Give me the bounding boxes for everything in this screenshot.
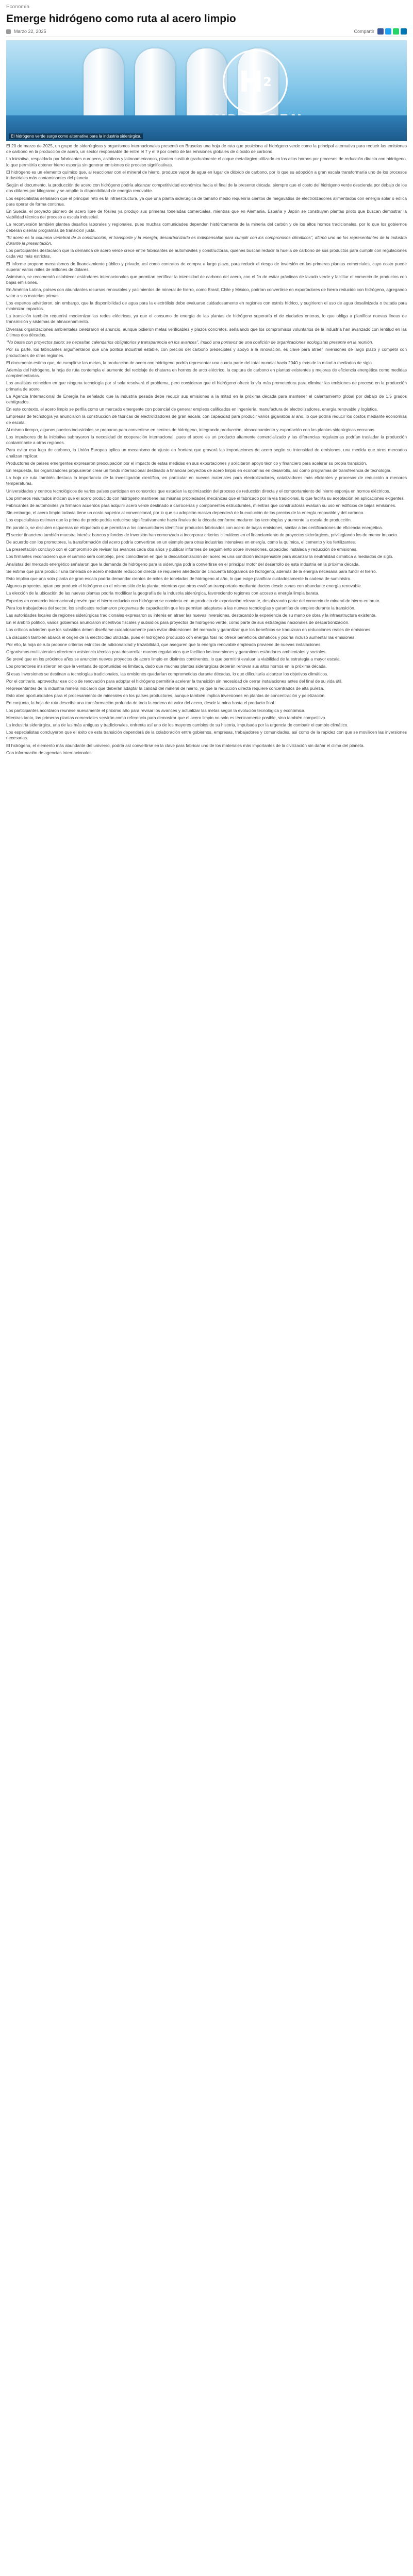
article-paragraph: En América Latina, países con abundantes recursos renovables y yacimientos de mineral de hierro, como Brasil, Chile y México, podrían convertirse en exportadores de hierro reducido con hidrógeno, agregando valor a sus materias primas.: [6, 287, 407, 298]
article-paragraph: Los participantes acordaron reunirse nuevamente el próximo año para revisar los avances y actualizar las metas según la evolución tecnológica y económica.: [6, 707, 306, 713]
h2-letter: H: [239, 65, 263, 99]
article-paragraph: Esto abre oportunidades para el procesamiento de minerales en los países productores, aunque también implica inversiones en plantas de concentración y peletización.: [6, 693, 326, 699]
article-paragraph: Fabricantes de automóviles ya firmaron acuerdos para adquirir acero verde destinado a carrocerías y componentes estructurales, mientras que constructoras evalúan su uso en edificios de bajas emisiones.: [6, 502, 397, 508]
article-paragraph: La elección de la ubicación de las nuevas plantas podría modificar la geografía de la industria siderúrgica, favoreciendo regiones con acceso a energía limpia barata.: [6, 590, 319, 596]
article-paragraph: Los especialistas concluyeron que el éxito de esta transición dependerá de la colaboración entre gobiernos, empresas, trabajadores y comunidades, así como de la rapidez con que se movilicen las inversiones necesarias.: [6, 730, 407, 741]
article-paragraph: La transición también requerirá modernizar las redes eléctricas, ya que el consumo de energía de las plantas de hidrógeno superaría el de ciudades enteras, lo que obliga a planificar nuevas líneas de transmisión y sistemas de almacenamiento.: [6, 313, 407, 325]
article-paragraph: Al mismo tiempo, algunos puertos industriales se preparan para convertirse en centros de hidrógeno, integrando producción, almacenamiento y exportación con las plantas siderúrgicas cercanas.: [6, 427, 376, 432]
article-paragraph: En el ámbito político, varios gobiernos anunciaron incentivos fiscales y subsidios para proyectos de hidrógeno verde, como parte de sus estrategias nacionales de descarbonización.: [6, 620, 350, 625]
hero-image: [6, 40, 407, 141]
article-paragraph: En paralelo, se discuten esquemas de etiquetado que permitan a los consumidores identificar productos fabricados con acero de bajas emisiones, similar a las certificaciones de eficiencia energética.: [6, 524, 383, 530]
article-paragraph: Con información de agencias internacionales.: [6, 750, 93, 755]
article-paragraph: Los participantes destacaron que la demanda de acero verde crece entre fabricantes de automóviles y constructoras, quienes buscan reducir la huella de carbono de sus productos para cumplir con regulaciones cada vez más estrictas.: [6, 248, 407, 259]
article-paragraph: Para los trabajadores del sector, los sindicatos reclamaron programas de capacitación que les permitan adaptarse a las nuevas tecnologías y garantías de empleo durante la transición.: [6, 605, 356, 611]
article-paragraph: Según el documento, la producción de acero con hidrógeno podría alcanzar competitividad económica hacia el final de la presente década, siempre que el costo del hidrógeno verde descienda por debajo de los dos dólares por kilogramo y se amplíe la disponibilidad de energía renovable.: [6, 182, 407, 194]
storage-tank: [135, 48, 175, 126]
article-paragraph: El informe propone mecanismos de financiamiento público y privado, así como contratos de compra a largo plazo, para reducir el riesgo de inversión en las primeras plantas comerciales, cuyo costo puede superar varios miles de millones de dólares.: [6, 261, 407, 272]
article-paragraph: Para evitar esa fuga de carbono, la Unión Europea aplica un mecanismo de ajuste en frontera que gravará las importaciones de acero según su intensidad de emisiones, una medida que otros mercados analizan replicar.: [6, 447, 407, 459]
share-bar: [354, 28, 407, 35]
article-paragraph: La Agencia Internacional de Energía ha señalado que la industria pesada debe reducir sus emisiones a la mitad en la próxima década para mantener el calentamiento global por debajo de 1,5 grados centígrados.: [6, 393, 407, 404]
article-paragraph: Los promotores insistieron en que la ventana de oportunidad es limitada, dado que muchas plantas siderúrgicas deberán renovar sus altos hornos en la próxima década.: [6, 664, 327, 669]
whatsapp-icon[interactable]: [393, 28, 399, 35]
article-paragraph: De acuerdo con los promotores, la transformación del acero podría convertirse en un ejemplo para otras industrias intensivas en energía, como la química, el cemento y los fertilizantes.: [6, 539, 356, 545]
twitter-icon[interactable]: [385, 28, 391, 35]
article-paragraph: Diversas organizaciones ambientales celebraron el anuncio, aunque pidieron metas verificables y plazos concretos, señalando que los compromisos voluntarios de la industria han avanzado con lentitud en las últimas dos décadas.: [6, 326, 407, 337]
article-paragraph: Asimismo, se recomendó establecer estándares internacionales que permitan certificar la intensidad de carbono del acero, con el fin de evitar prácticas de lavado verde y facilitar el comercio de productos con bajas emisiones.: [6, 274, 407, 285]
article-paragraph: Sin embargo, el acero limpio todavía tiene un costo superior al convencional, por lo que su adopción masiva dependerá de la evolución de los precios de la energía renovable y del carbono.: [6, 510, 365, 516]
article-paragraph: Empresas de tecnología ya anunciaron la construcción de fábricas de electrolizadores de gran escala, con capacidad para producir varios gigavatios al año, lo que podría reducir los costos mediante economías de escala.: [6, 414, 407, 425]
article-paragraph: Se estima que para producir una tonelada de acero mediante reducción directa se requieren alrededor de cincuenta kilogramos de hidrógeno, además de la energía necesaria para fundir el hierro.: [6, 568, 377, 574]
share-buttons: [377, 28, 407, 35]
article-paragraph: Los especialistas estiman que la prima de precio podría reducirse significativamente hacia finales de la década conforme maduren las tecnologías y aumente la escala de producción.: [6, 517, 352, 523]
article-paragraph: Además del hidrógeno, la hoja de ruta contempla el aumento del reciclaje de chatarra en hornos de arco eléctrico, la captura de carbono en plantas existentes y mejoras de eficiencia energética como medidas complementarias.: [6, 367, 407, 379]
article-paragraph: En Suecia, el proyecto pionero de acero libre de fósiles ya produjo sus primeras toneladas comerciales, mientras que en Alemania, España y Japón se construyen plantas piloto que buscan demostrar la viabilidad técnica del proceso a escala industrial.: [6, 209, 407, 220]
article-paragraph: Productores de países emergentes expresaron preocupación por el impacto de estas medidas en sus exportaciones y solicitaron apoyo técnico y financiero para acelerar su propia transición.: [6, 460, 367, 466]
article-paragraph: Esto implica que una sola planta de gran escala podría demandar cientos de miles de toneladas de hidrógeno al año, lo que exige planificar cuidadosamente la cadena de suministro.: [6, 576, 352, 581]
article-paragraph: Por su parte, los fabricantes argumentaron que una política industrial estable, con precios del carbono predecibles y apoyo a la innovación, es clave para atraer inversiones de largo plazo y competir con productores de otras regiones.: [6, 347, 407, 358]
article-paragraph: El sector financiero también muestra interés: bancos y fondos de inversión han comenzado a incorporar criterios climáticos en el financiamiento de proyectos siderúrgicos, privilegiando los de menor impacto.: [6, 532, 399, 537]
article-paragraph: Las autoridades locales de regiones siderúrgicas tradicionales expresaron su interés en atraer las nuevas inversiones, destacando la experiencia de su mano de obra y la infraestructura existente.: [6, 613, 377, 618]
article-paragraph: Algunos proyectos optan por producir el hidrógeno en el mismo sitio de la planta, mientras que otros evalúan transportarlo mediante ductos desde zonas con abundante energía renovable.: [6, 583, 362, 589]
article-paragraph: “El acero es la columna vertebral de la construcción, el transporte y la energía; descarbonizarlo es indispensable para cumplir con los compromisos climáticos”, afirmó uno de los representantes de la industria durante la presentación.: [6, 234, 407, 246]
article-paragraph: El hidrógeno, el elemento más abundante del universo, podría así convertirse en la clave para fabricar uno de los materiales más importantes de la civilización sin dañar el clima del planeta.: [6, 742, 365, 748]
article-category[interactable]: Economía: [6, 4, 30, 10]
article-paragraph: El 20 de marzo de 2025, un grupo de siderúrgicas y organismos internacionales presentó en Bruselas una hoja de ruta que posiciona al hidrógeno verde como la principal alternativa para reducir las emisiones de carbono en la producción de acero, un sector responsable de entre el 7 y el 9 por ciento de las emisiones globales de dióxido de carbono.: [6, 143, 407, 155]
article-paragraph: Organismos multilaterales ofrecieron asistencia técnica para desarrollar marcos regulatorios que faciliten las inversiones y garanticen estándares ambientales y sociales.: [6, 649, 327, 655]
article-paragraph: Los primeros resultados indican que el acero producido con hidrógeno mantiene las mismas propiedades mecánicas que el fabricado por la vía tradicional, lo que facilita su aceptación en aplicaciones exigentes.: [6, 495, 405, 501]
article-paragraph: Se prevé que en los próximos años se anuncien nuevos proyectos de acero limpio en distintos continentes, lo que permitirá evaluar la viabilidad de la estrategia a mayor escala.: [6, 656, 341, 662]
article-paragraph: Analistas del mercado energético señalaron que la demanda de hidrógeno para la siderurgia podría convertirse en el principal motor del desarrollo de esta industria en la próxima década.: [6, 561, 360, 567]
article-paragraph: Los expertos advirtieron, sin embargo, que la disponibilidad de agua para la electrólisis debe evaluarse cuidadosamente en regiones con estrés hídrico, y sugirieron el uso de agua desalinizada o tratada para minimizar impactos.: [6, 300, 407, 312]
article-page: [0, 0, 413, 756]
article-paragraph: La hoja de ruta también destaca la importancia de la investigación científica, en particular en nuevos materiales para electrolizadores, catalizadores más eficientes y procesos de reducción a menores temperaturas.: [6, 475, 407, 486]
article-paragraph: Por el contrario, aprovechar ese ciclo de renovación para adoptar el hidrógeno permitiría acelerar la transición sin necesidad de cerrar instalaciones antes del final de su vida útil.: [6, 678, 343, 684]
meta-left: [6, 29, 46, 34]
facebook-icon[interactable]: [377, 28, 384, 35]
article-paragraph: Expertos en comercio internacional prevén que el hierro reducido con hidrógeno se convierta en un producto de exportación relevante, desplazando parte del comercio de mineral de hierro en bruto.: [6, 598, 381, 603]
article-paragraph: “No basta con proyectos piloto; se necesitan calendarios obligatorios y transparencia en los avances”, indicó una portavoz de una coalición de organizaciones ecologistas presente en la reunión.: [6, 340, 373, 345]
article-paragraph: Representantes de la industria minera indicaron que deberán adaptar la calidad del mineral de hierro, ya que la reducción directa requiere concentrados de alta pureza.: [6, 686, 324, 691]
article-body: [6, 143, 407, 756]
article-paragraph: Mientras tanto, las primeras plantas comerciales servirán como referencia para demostrar que el acero limpio no solo es técnicamente posible, sino también competitivo.: [6, 715, 326, 720]
share-label: Compartir: [354, 29, 374, 34]
article-paragraph: La discusión también abarca el origen de la electricidad utilizada, pues el hidrógeno producido con energía fósil no ofrece beneficios climáticos y podría incluso aumentar las emisiones.: [6, 634, 356, 640]
article-paragraph: Los especialistas señalaron que el principal reto es la infraestructura, ya que una planta siderúrgica de tamaño medio requeriría cientos de megavatios de electrolizadores alimentados con energía solar o eólica para operar de forma continua.: [6, 195, 407, 207]
article-paragraph: Los firmantes reconocieron que el camino será complejo, pero coincidieron en que la descarbonización del acero es una condición indispensable para alcanzar la neutralidad climática a mediados de siglo.: [6, 554, 393, 560]
article-paragraph: La reconversión también plantea desafíos laborales y regionales, pues muchas comunidades dependen históricamente de la minería del carbón y de los altos hornos tradicionales, por lo que los gobiernos deberán diseñar programas de transición justa.: [6, 222, 407, 233]
article-paragraph: En respuesta, los organizadores propusieron crear un fondo internacional destinado a financiar proyectos de acero limpio en economías en desarrollo, así como programas de transferencia de tecnología.: [6, 467, 392, 473]
article-paragraph: La industria siderúrgica, una de las más antiguas y tradicionales, enfrenta así uno de los mayores cambios de su historia, impulsada por la urgencia de combatir el cambio climático.: [6, 722, 349, 728]
article-paragraph: Por ello, la hoja de ruta propone criterios estrictos de adicionalidad y trazabilidad, que aseguren que la energía renovable empleada proviene de nuevas instalaciones.: [6, 641, 322, 647]
article-paragraph: La iniciativa, respaldada por fabricantes europeos, asiáticos y latinoamericanos, plantea sustituir gradualmente el coque metalúrgico utilizado en los altos hornos por procesos de reducción directa con hidrógeno, lo que permitiría obtener hierro esponja sin generar emisiones de proceso significativas.: [6, 156, 407, 167]
article-paragraph: Si esas inversiones se destinan a tecnologías tradicionales, las emisiones quedarían comprometidas durante décadas, lo que dificultaría alcanzar los objetivos climáticos.: [6, 671, 328, 676]
article-paragraph: Los impulsores de la iniciativa subrayaron la necesidad de cooperación internacional, pues el acero es un producto altamente comercializado y las diferencias regulatorias podrían trasladar la producción contaminante a otras regiones.: [6, 434, 407, 446]
article-paragraph: En conjunto, la hoja de ruta describe una transformación profunda de toda la cadena de valor del acero, desde la mina hasta el producto final.: [6, 700, 275, 706]
article-meta: [6, 28, 407, 37]
h2-symbol: [223, 49, 288, 114]
h2-subscript: 2: [263, 75, 272, 89]
article-paragraph: En este contexto, el acero limpio se perfila como un mercado emergente con potencial de generar empleos calificados en ingeniería, manufactura de electrolizadores, energía renovable y logística.: [6, 406, 378, 412]
article-date: Marzo 22, 2025: [14, 29, 46, 34]
article-paragraph: El documento estima que, de cumplirse las metas, la producción de acero con hidrógeno podría representar una cuarta parte del total mundial hacia 2040 y más de la mitad a mediados de siglo.: [6, 360, 373, 365]
calendar-icon: [6, 29, 11, 34]
article-paragraph: Los analistas coinciden en que ninguna tecnología por sí sola resolverá el problema, pero consideran que el hidrógeno ofrece la vía más prometedora para eliminar las emisiones de proceso en la producción primaria de acero.: [6, 380, 407, 392]
image-caption: El hidrógeno verde surge como alternativa para la industria siderúrgica.: [9, 133, 143, 139]
article-paragraph: Universidades y centros tecnológicos de varios países participan en consorcios que estudian la optimización del proceso de reducción directa y el comportamiento del hierro esponja en hornos eléctricos.: [6, 488, 390, 494]
article-paragraph: La presentación concluyó con el compromiso de revisar los avances cada dos años y publicar informes de seguimiento sobre inversiones, capacidad instalada y reducción de emisiones.: [6, 547, 358, 552]
article-paragraph: Los críticos advierten que los subsidios deben diseñarse cuidadosamente para evitar distorsiones del mercado y garantizar que los beneficios se traduzcan en reducciones reales de emisiones.: [6, 627, 372, 633]
article-title: Emerge hidrógeno como ruta al acero limpio: [6, 13, 236, 25]
storage-tank: [84, 48, 124, 126]
linkedin-icon[interactable]: [401, 28, 407, 35]
article-paragraph: El hidrógeno es un elemento químico que, al reaccionar con el mineral de hierro, produce vapor de agua en lugar de dióxido de carbono, por lo que su adopción a gran escala transformaría uno de los procesos industriales más contaminantes del planeta.: [6, 169, 407, 181]
